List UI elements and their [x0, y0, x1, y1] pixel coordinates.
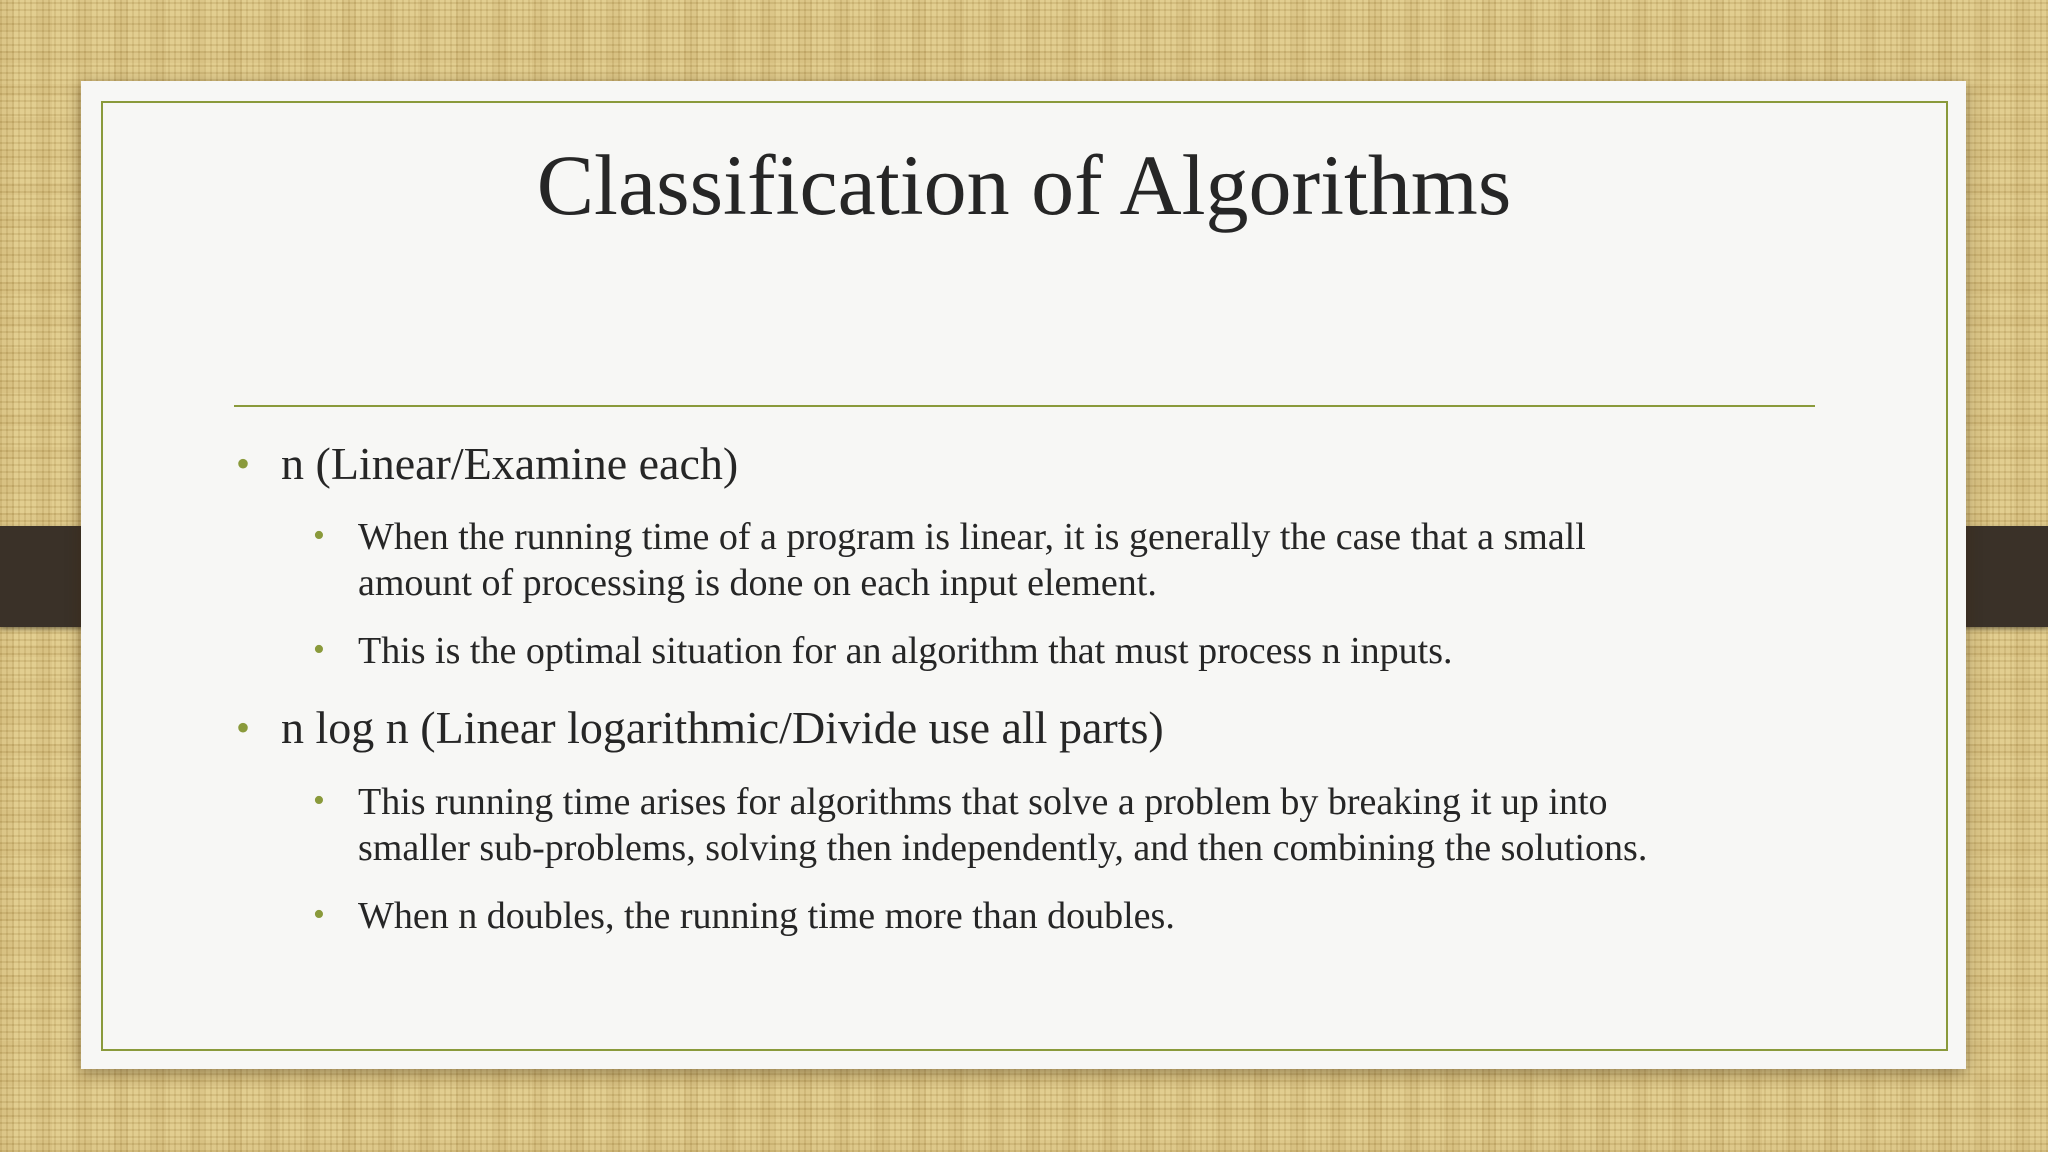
sub-bullet-linear-1 [313, 514, 1586, 606]
bullet-dot-icon: • [236, 705, 251, 750]
sub-bullet-linear-2 [313, 628, 1453, 674]
slide-title: Classification of Algorithms [536, 137, 1512, 233]
bullet-text: n log n (Linear logarithmic/Divide use all parts) [281, 702, 1164, 753]
sub-bullet-nlogn-1 [313, 779, 1648, 871]
bullet-dot-icon: • [236, 441, 251, 486]
sub-bullet-line: This running time arises for algorithms that solve a problem by breaking it up into [358, 781, 1608, 823]
bullet-dot-icon: • [313, 782, 325, 819]
sub-bullet-line: When n doubles, the running time more than doubles. [358, 895, 1175, 937]
sub-bullet-line: smaller sub-problems, solving then independently, and then combining the solutions. [358, 827, 1648, 869]
bullet-text: n (Linear/Examine each) [281, 438, 739, 489]
bullet-dot-icon: • [313, 896, 325, 933]
bullet-dot-icon: • [313, 517, 325, 554]
sub-bullet-line: When the running time of a program is linear, it is generally the case that a small [358, 516, 1586, 558]
sub-bullet-nlogn-2 [313, 893, 1175, 939]
sub-bullet-line: amount of processing is done on each input element. [358, 562, 1157, 604]
sub-bullet-line: This is the optimal situation for an algorithm that must process n inputs. [358, 630, 1453, 672]
bullet-linear [236, 438, 739, 490]
bullet-dot-icon: • [313, 631, 325, 668]
bullet-n-log-n [236, 702, 1164, 754]
